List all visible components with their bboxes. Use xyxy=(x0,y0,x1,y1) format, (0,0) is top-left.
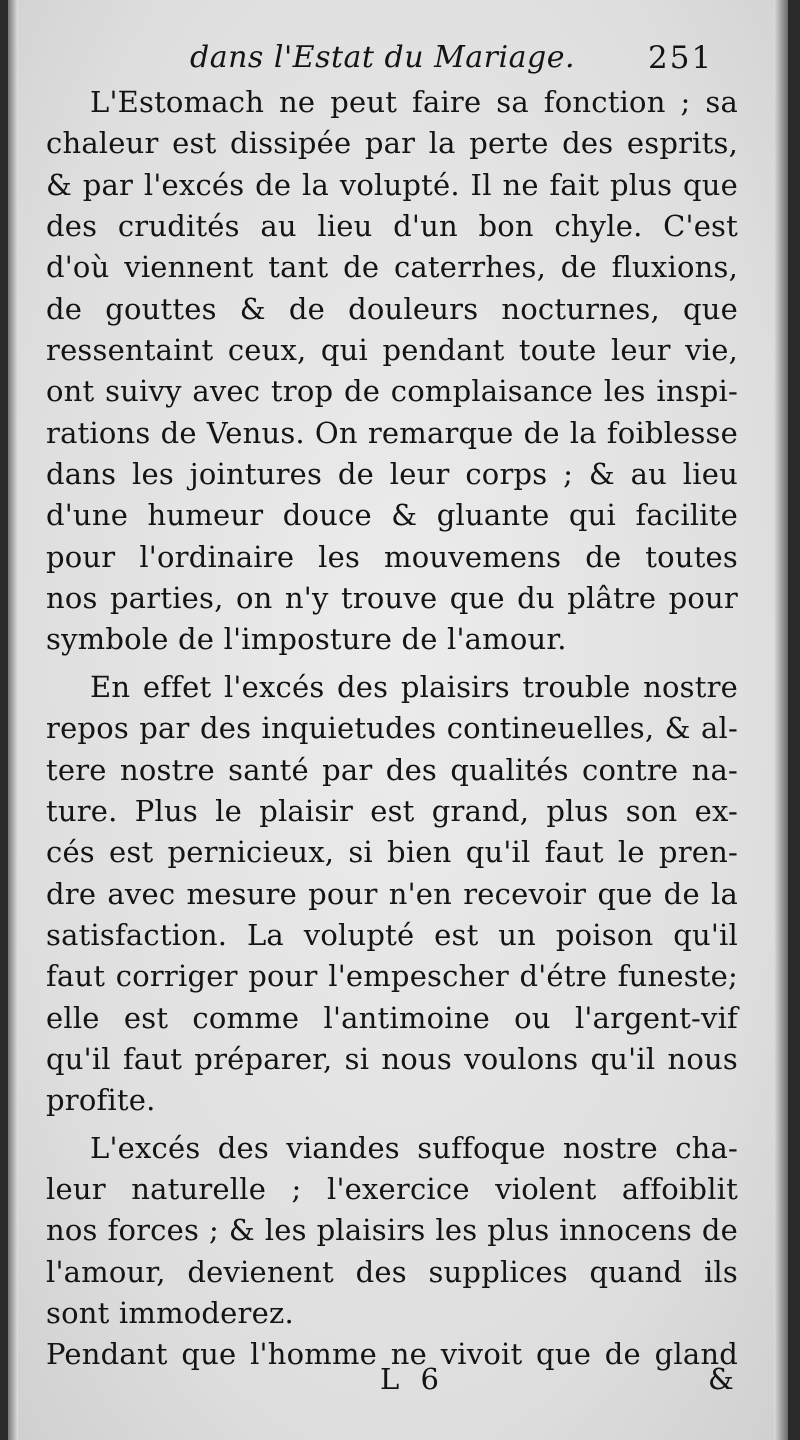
text-line: L'Estomach ne peut faire sa fonction ; sa xyxy=(90,85,738,119)
text-line: ont suivy avec trop de complaisance les inspi- xyxy=(46,374,738,409)
text-line: cés est pernicieux, si bien qu'il faut le pren- xyxy=(46,835,738,870)
text-line: leur naturelle ; l'exercice violent affoiblit xyxy=(46,1171,738,1206)
running-title: dans l'Estat du Mariage. xyxy=(190,40,575,75)
text-line: tere nostre santé par des qualités contre na- xyxy=(46,752,738,787)
text-line: chaleur est dissipée par la perte des esprits, xyxy=(46,126,738,161)
text-line: rations de Venus. On remarque de la foiblesse xyxy=(46,415,738,450)
text-line: En effet l'excés des plaisirs trouble nostre xyxy=(90,669,738,704)
text-line: satisfaction. La volupté est un poison qu'il xyxy=(46,917,738,952)
page-edge-shadow xyxy=(774,0,788,1440)
text-line: ressentaint ceux, qui pendant toute leur vie, xyxy=(46,333,738,368)
running-head xyxy=(8,36,788,80)
paragraph-3 xyxy=(46,1128,738,1335)
text-line: dre avec mesure pour n'en recevoir que de la xyxy=(46,876,738,911)
signature-mark: L 6 xyxy=(380,1362,445,1396)
text-line: L'excés des viandes suffoque nostre cha- xyxy=(90,1130,738,1165)
page-number: 251 xyxy=(648,40,714,76)
text-line: & par l'excés de la volupté. Il ne fait plus que xyxy=(46,167,738,202)
text-line: symbole de l'imposture de l'amour. xyxy=(46,622,567,657)
page-footer xyxy=(8,1362,788,1402)
book-page xyxy=(8,0,788,1440)
text-line: repos par des inquietudes contineuelles, & al- xyxy=(46,711,738,746)
text-line: nos parties, on n'y trouve que du plâtre pour xyxy=(46,581,738,616)
text-line: dans les jointures de leur corps ; & au lieu xyxy=(46,457,738,492)
text-line: sont immoderez. xyxy=(46,1295,294,1330)
text-line: profite. xyxy=(46,1083,156,1118)
text-line: qu'il faut préparer, si nous voulons qu'il nous xyxy=(46,1041,738,1076)
text-line: nos forces ; & les plaisirs les plus innocens de xyxy=(46,1213,738,1248)
catchword: & xyxy=(708,1362,734,1396)
text-line: l'amour, devienent des supplices quand ils xyxy=(46,1254,738,1289)
text-line: de gouttes & de douleurs nocturnes, que xyxy=(46,291,738,326)
text-line: elle est comme l'antimoine ou l'argent-vif xyxy=(46,1000,738,1035)
text-line: pour l'ordinaire les mouvemens de toutes xyxy=(46,539,738,574)
text-line: ture. Plus le plaisir est grand, plus son ex- xyxy=(46,793,738,828)
text-line: d'où viennent tant de caterrhes, de fluxions, xyxy=(46,250,738,285)
body-text xyxy=(46,82,738,1376)
text-line: des crudités au lieu d'un bon chyle. C'est xyxy=(46,209,738,244)
page-gutter-shadow xyxy=(8,0,18,1440)
paragraph-1 xyxy=(46,82,738,661)
text-line: d'une humeur douce & gluante qui facilite xyxy=(46,498,738,533)
text-line: Pendant que l'homme ne vivoit que de gland xyxy=(46,1337,738,1372)
text-line: faut corriger pour l'empescher d'étre funeste; xyxy=(46,959,738,994)
paragraph-2 xyxy=(46,667,738,1122)
